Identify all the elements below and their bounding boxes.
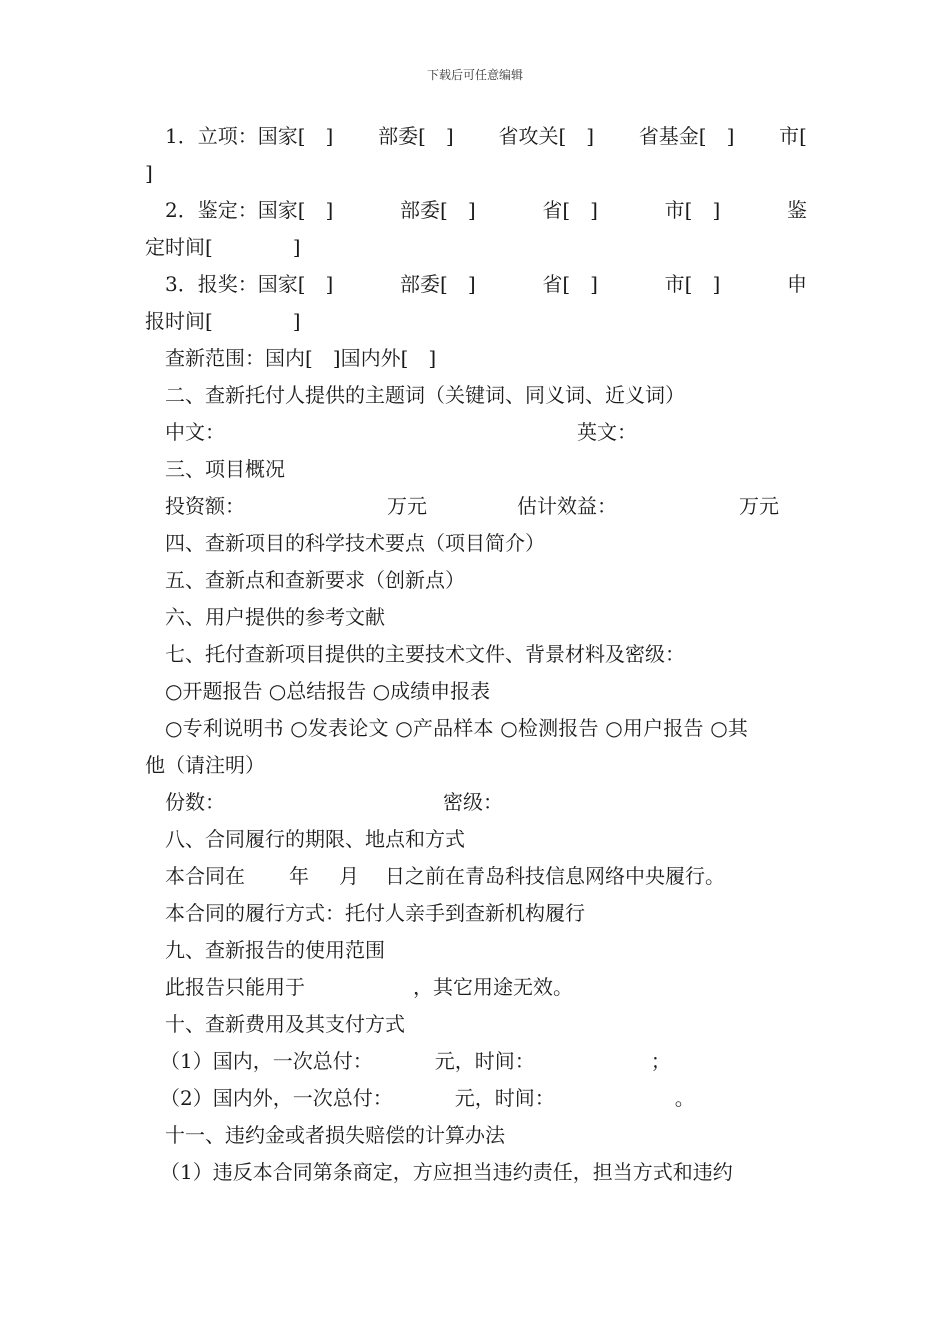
text-segment: 2．鉴定：国家[ ]	[165, 198, 334, 222]
line-fee-international	[145, 1080, 807, 1117]
text-segment: 元，时间：	[454, 1086, 555, 1110]
text-segment: 部委[ ]	[378, 124, 454, 148]
text-segment: （1）违反本合同第条商定，方应担当违约责任，担当方式和违约	[160, 1160, 733, 1184]
text-segment: 省[ ]	[542, 198, 598, 222]
label-investment: 投资额：	[165, 494, 245, 518]
text-segment: 市[	[779, 124, 807, 148]
line-award-cont	[145, 303, 807, 340]
line-document-options-2	[145, 710, 807, 747]
line-copies-secrecy	[145, 784, 807, 821]
text-segment: 鉴	[786, 198, 807, 222]
text-segment: 。	[674, 1086, 695, 1110]
text-segment: 元，时间：	[434, 1049, 535, 1073]
section-2-heading	[145, 377, 807, 414]
text-segment: ]	[145, 161, 153, 185]
section-10-heading	[145, 1006, 807, 1043]
text-segment: 定时间[ ]	[145, 235, 301, 259]
line-document-options-1	[145, 673, 807, 710]
line-fee-domestic	[145, 1043, 807, 1080]
section-9-heading	[145, 932, 807, 969]
text-segment: 省[ ]	[542, 272, 598, 296]
section-7-heading	[145, 636, 807, 673]
label-benefit: 估计效益：	[517, 494, 617, 518]
text-segment: 报时间[ ]	[145, 309, 301, 333]
text-segment: 四、查新项目的科学技术要点（项目简介）	[165, 531, 545, 555]
text-segment: 查新范围：国内[ ]国内外[ ]	[165, 346, 437, 370]
text-segment: 部委[ ]	[400, 198, 476, 222]
label-chinese: 中文：	[165, 420, 225, 444]
line-method	[145, 895, 807, 932]
line-breach	[145, 1154, 807, 1191]
section-6-heading	[145, 599, 807, 636]
text-segment: 他（请注明）	[145, 753, 265, 777]
text-segment: 六、用户提供的参考文献	[165, 605, 385, 629]
line-award	[145, 266, 807, 303]
label-secrecy: 密级：	[443, 790, 503, 814]
text-segment: 1．立项：国家[ ]	[165, 124, 334, 148]
text-segment: ，其它用途无效。	[413, 975, 573, 999]
line-term	[145, 858, 807, 895]
checkbox-option-group[interactable]: ○专利说明书 ○发表论文 ○产品样本 ○检测报告 ○用户报告 ○其	[165, 716, 749, 740]
text-segment: 3．报奖：国家[ ]	[165, 272, 334, 296]
section-3-heading	[145, 451, 807, 488]
line-appraisal-cont	[145, 229, 807, 266]
line-project-approval	[145, 118, 807, 155]
text-segment: （2）国内外，一次总付：	[160, 1086, 393, 1110]
text-segment: 此报告只能用于	[165, 975, 305, 999]
section-5-heading	[145, 562, 807, 599]
text-segment: 七、托付查新项目提供的主要技术文件、背景材料及密级：	[165, 642, 685, 666]
text-segment: 本合同在	[165, 864, 245, 888]
section-8-heading	[145, 821, 807, 858]
label-copies: 份数：	[165, 790, 225, 814]
text-segment: 五、查新点和查新要求（创新点）	[165, 568, 465, 592]
text-segment: ；	[650, 1049, 671, 1073]
line-project-approval-cont	[145, 155, 807, 192]
section-4-heading	[145, 525, 807, 562]
text-segment: 十一、违约金或者损失赔偿的计算办法	[165, 1123, 505, 1147]
text-segment: 三、项目概况	[165, 457, 285, 481]
label-month: 月	[339, 864, 359, 888]
section-11-heading	[145, 1117, 807, 1154]
line-investment	[145, 488, 807, 525]
line-keywords	[145, 414, 807, 451]
text-segment: 二、查新托付人提供的主题词（关键词、同义词、近义词）	[165, 383, 685, 407]
unit-wanyuan: 万元	[739, 494, 779, 518]
text-segment: 市[ ]	[664, 272, 721, 296]
text-segment: 八、合同履行的期限、地点和方式	[165, 827, 465, 851]
text-segment: （1）国内，一次总付：	[160, 1049, 373, 1073]
page-header: 下载后可任意编辑	[426, 68, 523, 82]
text-segment: 本合同的履行方式：托付人亲手到查新机构履行	[165, 901, 585, 925]
line-usage	[145, 969, 807, 1006]
line-search-scope	[145, 340, 807, 377]
unit-wanyuan: 万元	[387, 494, 427, 518]
checkbox-option-group[interactable]: ○开题报告 ○总结报告 ○成绩申报表	[165, 679, 491, 703]
text-segment: 部委[ ]	[400, 272, 476, 296]
line-appraisal	[145, 192, 807, 229]
text-segment: 九、查新报告的使用范围	[165, 938, 385, 962]
contract-body	[145, 118, 807, 1191]
text-segment: 省攻关[ ]	[498, 124, 595, 148]
text-segment: 市[ ]	[664, 198, 721, 222]
text-segment: 省基金[ ]	[638, 124, 735, 148]
line-document-options-2-cont	[145, 747, 807, 784]
label-english: 英文：	[577, 420, 637, 444]
label-year: 年	[289, 864, 309, 888]
text-segment: 申	[786, 272, 807, 296]
text-segment: 日之前在青岛科技信息网络中央履行。	[385, 864, 725, 888]
text-segment: 十、查新费用及其支付方式	[165, 1012, 405, 1036]
